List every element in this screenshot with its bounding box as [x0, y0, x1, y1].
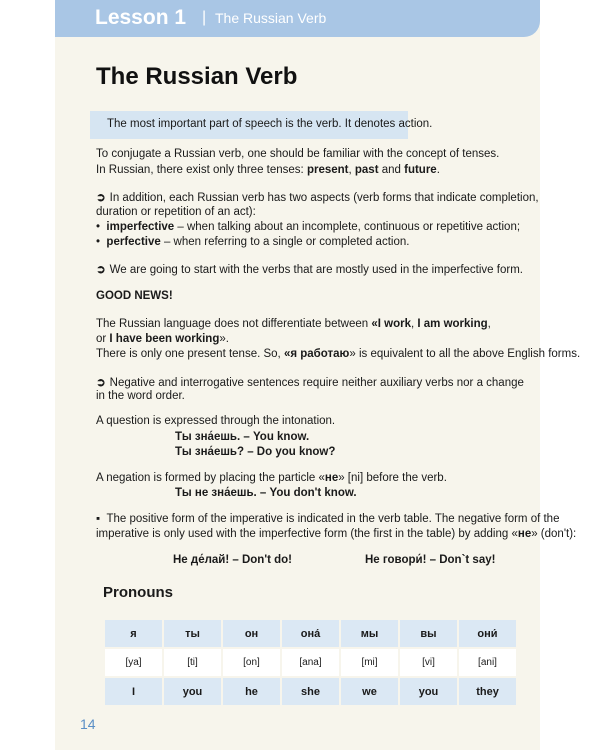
aspect-perfective: • perfective – when referring to a single or completed action. [96, 236, 410, 248]
lesson-subtitle: The Russian Verb [215, 10, 327, 26]
header-separator: | [202, 9, 207, 26]
table-cell: [ani] [459, 649, 516, 676]
table-cell: she [282, 678, 339, 705]
square-bullet-icon: ▪ [96, 513, 101, 525]
table-cell: она́ [282, 620, 339, 647]
pronouns-heading: Pronouns [103, 584, 173, 601]
imperative-example-2: Не говори́! – Don`t say! [365, 554, 496, 566]
table-cell: [ya] [105, 649, 162, 676]
table-cell: you [400, 678, 457, 705]
good-news-heading: GOOD NEWS! [96, 290, 173, 302]
tenses-line-2: In Russian, there exist only three tenses: present, past and future. [96, 164, 440, 176]
tenses-line-1: To conjugate a Russian verb, one should be familiar with the concept of tenses. [96, 148, 500, 160]
arrow-icon: ➲ [96, 377, 106, 389]
table-cell: he [223, 678, 280, 705]
aspects-line-1: ➲ In addition, each Russian verb has two aspects (verb forms that indicate completion, [96, 192, 539, 204]
aspect-imperfective: • imperfective – when talking about an incomplete, continuous or repetitive action; [96, 221, 521, 233]
table-cell: [ti] [164, 649, 221, 676]
aspects-line-2: duration or repetition of an act): [96, 206, 256, 218]
arrow-icon: ➲ [96, 264, 106, 276]
bullet-icon: • [96, 221, 101, 233]
imperative-line-1: ▪ The positive form of the imperative is indicated in the verb table. The negative form of the [96, 513, 560, 525]
imperative-example-1: Не де́лай! – Don't do! [173, 554, 292, 566]
good-news-line-3: There is only one present tense. So, «я работаю» is equivalent to all the above English forms. [96, 348, 581, 360]
question-example-2: Ты зна́ешь? – Do you know? [175, 446, 336, 458]
lesson-label: Lesson 1 [95, 6, 187, 29]
good-news-line-2: or I have been working». [96, 333, 229, 345]
negation-example: Ты не зна́ешь. – You don't know. [175, 487, 357, 499]
pronouns-table [103, 618, 518, 707]
start-note: ➲ We are going to start with the verbs that are mostly used in the imperfective form. [96, 264, 523, 276]
negation-text: A negation is formed by placing the particle «не» [ni] before the verb. [96, 472, 447, 484]
table-cell: we [341, 678, 398, 705]
table-row-transcription [105, 649, 516, 676]
table-cell: они́ [459, 620, 516, 647]
arrow-icon: ➲ [96, 192, 106, 204]
table-cell: [mi] [341, 649, 398, 676]
table-cell: вы [400, 620, 457, 647]
lesson-header [55, 0, 540, 37]
table-cell: [ana] [282, 649, 339, 676]
table-cell: ты [164, 620, 221, 647]
table-cell: он [223, 620, 280, 647]
table-cell: мы [341, 620, 398, 647]
question-example-1: Ты зна́ешь. – You know. [175, 431, 310, 443]
table-cell: я [105, 620, 162, 647]
table-cell: they [459, 678, 516, 705]
page-title: The Russian Verb [96, 63, 298, 90]
negative-line-1: ➲ Negative and interrogative sentences require neither auxiliary verbs nor a change [96, 377, 524, 389]
good-news-line-1: The Russian language does not differentiate between «I work, I am working, [96, 318, 491, 330]
question-text: A question is expressed through the intonation. [96, 415, 336, 427]
negative-line-2: in the word order. [96, 390, 185, 402]
table-cell: [vi] [400, 649, 457, 676]
table-cell: [on] [223, 649, 280, 676]
bullet-icon: • [96, 236, 101, 248]
table-cell: you [164, 678, 221, 705]
imperative-line-2: imperative is only used with the imperfective form (the first in the table) by adding «не» (don't): [96, 528, 577, 540]
table-row-russian [105, 620, 516, 647]
page-number: 14 [80, 716, 96, 732]
table-row-english [105, 678, 516, 705]
table-cell: I [105, 678, 162, 705]
intro-text: The most important part of speech is the verb. It denotes action. [107, 118, 433, 130]
